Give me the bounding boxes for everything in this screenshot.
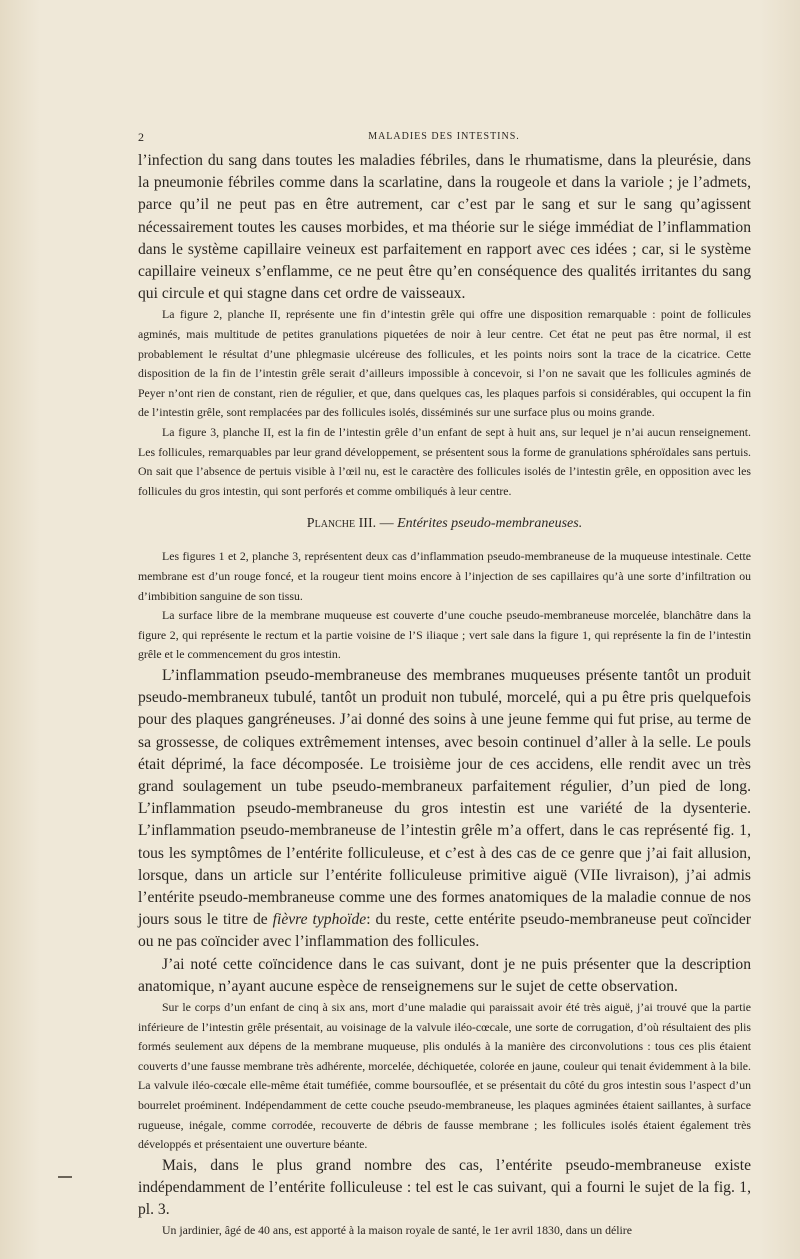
paragraph-10: Un jardinier, âgé de 40 ans, est apporté à la maison royale de santé, le 1er avril 1830, dans un délire (162, 1223, 632, 1238)
section-heading: Planche III. — Entérites pseudo-membraneuses. (306, 516, 583, 532)
paragraph-7: J’ai noté cette coïncidence dans le cas suivant, dont je ne puis présenter que la description anatomique, n’ayant aucune espèce de renseignemens sur le sujet de cette observation. (138, 955, 751, 995)
section-heading-label: Planche III. (306, 516, 377, 532)
paragraph-6-italic: fièvre typhoïde (272, 911, 367, 929)
section-heading-title: Entérites pseudo-membraneuses. (397, 516, 583, 532)
paragraph-6-end: : du reste, cette entérite pseudo-membraneuse peut coïncider ou ne pas coïncider avec l’inflammation des follicules. (138, 911, 751, 951)
paragraph-2: La figure 2, planche II, représente une fin d’intestin grêle qui offre une disposition remarquable : point de follicules agminés, mais multitude de petites granulations piquetées de noir à leur centre. Cet état ne peut pas être normal, il est probablement le résultat d’une phlegmasie ulcéreuse des follicules, et les points noirs sont la trace de la cicatrice. Cette disposition de la fin de l’intestin grêle serait d’ailleurs impossible à concevoir, si l’on ne savait que les follicules agminés de Peyer n’ont rien de constant, rien de régulier, et que, dans quelques cas, les plaques parfois si considérables, qui occupent la fin de l’intestin grêle, sont remplacées par des follicules isolés, disséminés sur une surface plus ou moins grande. (138, 307, 751, 420)
paragraph-3: La figure 3, planche II, est la fin de l’intestin grêle d’un enfant de sept à huit ans, sur lequel je n’ai aucun renseignement. Les follicules, remarquables par leur grand développement, se présentent sous la forme de granulations sphéroïdales sans pertuis. On sait que l’absence de pertuis visible à l’œil nu, est le caractère des follicules isolés de l’intestin grêle, en opposition avec les follicules du gros intestin, qui sont perforés et comme ombiliqués à leur centre. (138, 424, 751, 498)
paragraph-1: l’infection du sang dans toutes les maladies fébriles, dans le rhumatisme, dans la pleurésie, dans la pneumonie fébriles comme dans la scarlatine, dans la rougeole et dans la variole ; je l’admets, parce qu’il ne peut pas en être autrement, car c’est par le sang et sur le sang qu’agissent nécessairement toutes les causes morbides, et ma théorie sur le siége immédiat de l’inflammation dans le système capillaire veineux est parfaitement en rapport avec ces idées ; car, si le système capillaire veineux s’enflamme, ce ne peut être qu’en conséquence des qualités irritantes du sang qui circule et qui stagne dans cet ordre de vaisseaux. (138, 152, 751, 303)
running-head: MALADIES DES INTESTINS. (368, 131, 520, 142)
page-header (138, 130, 750, 146)
page-body (138, 150, 751, 1241)
paragraph-9: Mais, dans le plus grand nombre des cas, l’entérite pseudo-membraneuse existe indépendamment de l’entérite folliculeuse : tel est le cas suivant, qui a fourni le sujet de la fig. 1, pl. 3. (138, 1156, 751, 1219)
paragraph-5: La surface libre de la membrane muqueuse est couverte d’une couche pseudo-membraneuse morcelée, blanchâtre dans la figure 2, qui représente le rectum et la partie voisine de l’S iliaque ; vert sale dans la figure 1, qui représente la fin de l’intestin grêle et le commencement du gros intestin. (138, 608, 751, 662)
page-number: 2 (138, 130, 144, 144)
margin-mark (58, 1176, 72, 1178)
paragraph-6-text: L’inflammation pseudo-membraneuse des membranes muqueuses présente tantôt un produit pseudo-membraneux tubulé, tantôt un produit non tubulé, morcelé, qui a pu être pris quelquefois pour des plaques gangréneuses. J’ai donné des soins à une jeune femme qui fut prise, au terme de sa grossesse, de coliques extrêmement intenses, avec besoin continuel d’aller à la selle. Le pouls était déprimé, la face décomposée. Le troisième jour de ces accidens, elle rendit avec un très grand soulagement un tube pseudo-membraneux parfaitement régulier, d’un pied de long. L’inflammation pseudo-membraneuse du gros intestin est une variété de la dysenterie. L’inflammation pseudo-membraneuse de l’intestin grêle m’a offert, dans le cas représenté fig. 1, tous les symptômes de l’entérite folliculeuse, et c’est à des cas de ce genre que j’ai fait allusion, lorsque, dans un article sur l’entérite folliculeuse primitive aiguë (VIIe livraison), j’ai admis l’entérite pseudo-membraneuse comme une des formes anatomiques de la maladie connue de nos jours sous le titre de (138, 666, 751, 929)
paragraph-4: Les figures 1 et 2, planche 3, représentent deux cas d’inflammation pseudo-membraneuse de la muqueuse intestinale. Cette membrane est d’un rouge foncé, et la rougeur tient moins encore à l’injection de ses capillaires qu’à une sorte d’infiltration ou d’imbibition sanguine de son tissu. (138, 549, 751, 603)
paragraph-6 (138, 665, 751, 954)
paragraph-8: Sur le corps d’un enfant de cinq à six ans, mort d’une maladie qui paraissait avoir été très aiguë, j’ai trouvé que la partie inférieure de l’intestin grêle présentait, au voisinage de la valvule iléo-cœcale, une sorte de corrugation, d’où résultaient des plis formés seulement aux dépens de la membrane muqueuse, plis ondulés à la manière des circonvolutions : tous ces plis étaient couverts d’une fausse membrane très adhérente, morcelée, déchiquetée, colorée en jaune, couleur qui tenait évidemment à la bile. La valvule iléo-cœcale elle-même était tuméfiée, comme boursouflée, et se présentait du côté du gros intestin sous l’aspect d’un bourrelet proéminent. Indépendamment de cette couche pseudo-membraneuse, les plaques agminées étaient saillantes, à surface rugueuse, inégale, comme corrodée, recouverte de débris de fausse membrane ; les follicules isolés étaient également très développés et présentaient une ouverture béante. (138, 999, 751, 1152)
